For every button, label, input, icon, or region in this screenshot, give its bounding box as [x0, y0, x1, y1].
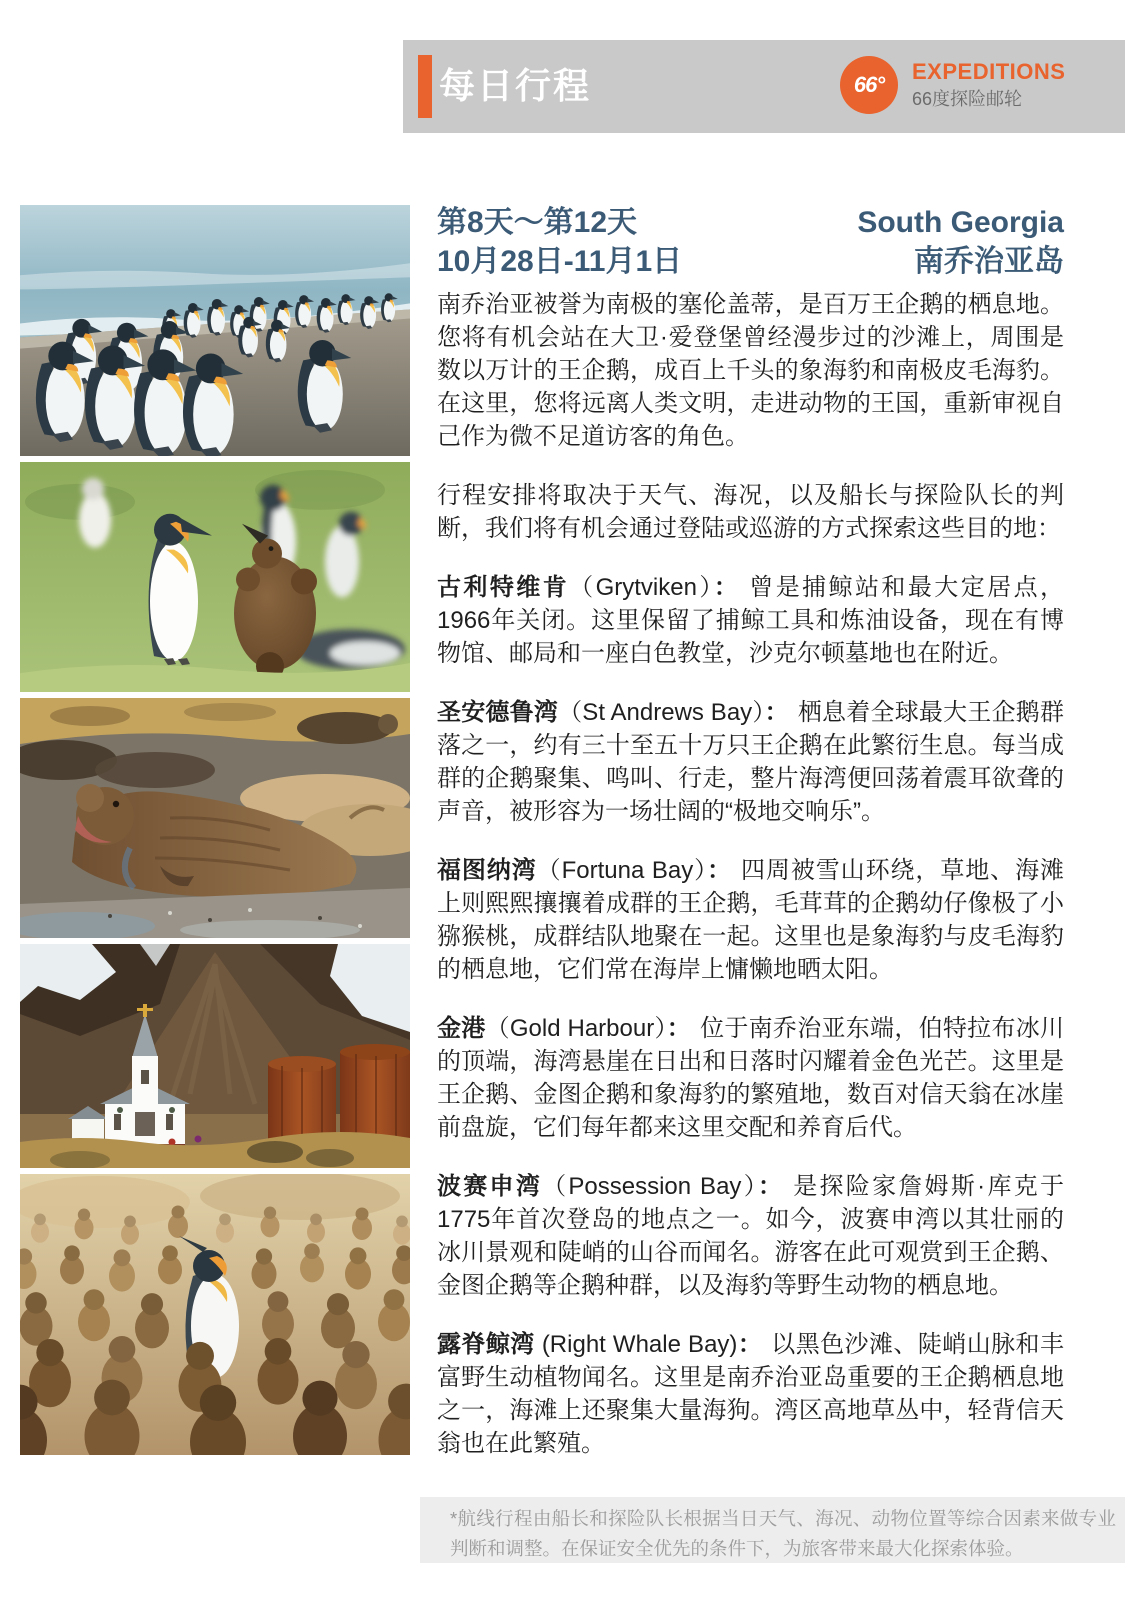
destination-desc: 是探险家詹姆斯·库克于1775年首次登岛的地点之一。如今，波赛申湾以其壮丽的冰川景观和陡峭的山谷而闻名。游客在此可观赏到王企鹅、金图企鹅等企鹅种群，以及海豹等野生动物的栖息地。: [437, 1173, 1064, 1299]
page-title: 每日行程: [439, 65, 592, 106]
brand-name: EXPEDITIONS: [912, 59, 1066, 84]
photo-king-penguin-with-chick: [20, 462, 410, 692]
destination-desc: 位于南乔治亚东端，伯特拉布冰川的顶端，海湾悬崖在日出和日落时闪耀着金色光芒。这里是王企鹅、金图企鹅和象海豹的繁殖地，数百对信天翁在冰崖前盘旋，它们每年都来这里交配和养育后代。: [437, 1015, 1065, 1141]
itinerary-location: [857, 203, 1064, 281]
plan-note: 行程安排将取决于天气、海况，以及船长与探险队长的判断，我们将有机会通过登陆或巡游的方式探索这些目的地：: [437, 482, 1064, 542]
destination-grytviken: [437, 571, 1064, 670]
destination-colon: ：: [737, 1331, 763, 1358]
destination-name-en: （St Andrews Bay）: [558, 699, 765, 726]
brand-logo-text: [912, 59, 1065, 111]
itinerary-panel: [437, 203, 1064, 1460]
destination-desc: 以黑色沙滩、陡峭山脉和丰富野生动植物闻名。这里是南乔治亚岛重要的王企鹅栖息地之一，海滩上还聚集大量海狗。湾区高地草丛中，轻背信天翁也在此繁殖。: [437, 1331, 1064, 1457]
destination-colon: ：: [666, 1015, 692, 1042]
photo-penguin-colony-chicks: [20, 1174, 410, 1455]
itinerary-days: [437, 203, 682, 281]
destination-name-en: （Possession Bay）: [542, 1173, 758, 1200]
destination-possession-bay: [437, 1170, 1064, 1302]
destination-desc: 四周被雪山环绕，草地、海滩上则熙熙攘攘着成群的王企鹅，毛茸茸的企鹅幼仔像极了小猕猴桃，成群结队地聚在一起。这里也是象海豹与皮毛海豹的栖息地，它们常在海岸上慵懒地晒太阳。: [437, 857, 1065, 983]
destination-name-cn: 波赛申湾: [437, 1173, 543, 1200]
itinerary-title-row: [437, 203, 1064, 281]
destination-name-en: (Right Whale Bay): [534, 1331, 738, 1358]
destination-name-en: （Grytviken）: [569, 574, 714, 601]
intro-paragraph: 南乔治亚被誉为南极的塞伦盖蒂，是百万王企鹅的栖息地。您将有机会站在大卫·爱登堡曾经漫步过的沙滩上，周围是数以万计的王企鹅，成百上千头的象海豹和南极皮毛海豹。在这里，您将远离人类文明，走进动物的王国，重新审视自己作为微不足道访客的角色。: [437, 291, 1064, 450]
header-bar: [403, 40, 1125, 133]
destination-gold-harbour: [437, 1012, 1064, 1144]
footer-disclaimer: *航线行程由船长和探险队长根据当日天气、海况、动物位置等综合因素来做专业判断和调整。在保证安全优先的条件下，为旅客带来最大化探索体验。: [450, 1508, 1116, 1559]
destination-name-cn: 金港: [437, 1015, 486, 1042]
destination-colon: ：: [764, 699, 789, 726]
location-en: South Georgia: [857, 206, 1064, 239]
destination-name-en: （Gold Harbour）: [485, 1015, 667, 1042]
destination-name-en: （Fortuna Bay）: [536, 857, 708, 884]
destination-desc: 曾是捕鲸站和最大定居点，1966年关闭。这里保留了捕鲸工具和炼油设备，现在有博物馆、邮局和一座白色教堂，沙克尔顿墓地也在附近。: [437, 574, 1065, 667]
destination-fortuna-bay: [437, 854, 1064, 986]
footer-bar: [420, 1497, 1125, 1563]
photo-grytviken-church: [20, 944, 410, 1168]
destination-desc: 栖息着全球最大王企鹅群落之一，约有三十至五十万只王企鹅在此繁衍生息。每当成群的企鹅聚集、鸣叫、行走，整片海湾便回荡着震耳欲聋的声音，被形容为一场壮阔的“极地交响乐”。: [437, 699, 1065, 825]
brand-logo-icon: 66°: [840, 56, 898, 114]
location-cn: 南乔治亚岛: [914, 245, 1064, 278]
brand-name-cn: 66度探险邮轮: [912, 89, 1023, 109]
brand-logo: [840, 56, 1065, 114]
destination-right-whale-bay: [437, 1328, 1064, 1460]
destination-name-cn: 圣安德鲁湾: [437, 699, 559, 726]
destination-colon: ：: [707, 857, 732, 884]
destination-st-andrews-bay: [437, 696, 1064, 828]
day-range: 第8天～第12天: [437, 206, 638, 239]
destination-name-cn: 古利特维肯: [437, 574, 570, 601]
destination-colon: ：: [757, 1173, 785, 1200]
accent-bar: [418, 55, 432, 118]
photo-king-penguins-beach: [20, 205, 410, 456]
photo-elephant-seal: [20, 698, 410, 938]
destination-name-cn: 露脊鲸湾: [437, 1331, 535, 1358]
destination-colon: ：: [713, 574, 741, 601]
destination-name-cn: 福图纳湾: [437, 857, 537, 884]
date-range: 10月28日-11月1日: [437, 245, 683, 278]
